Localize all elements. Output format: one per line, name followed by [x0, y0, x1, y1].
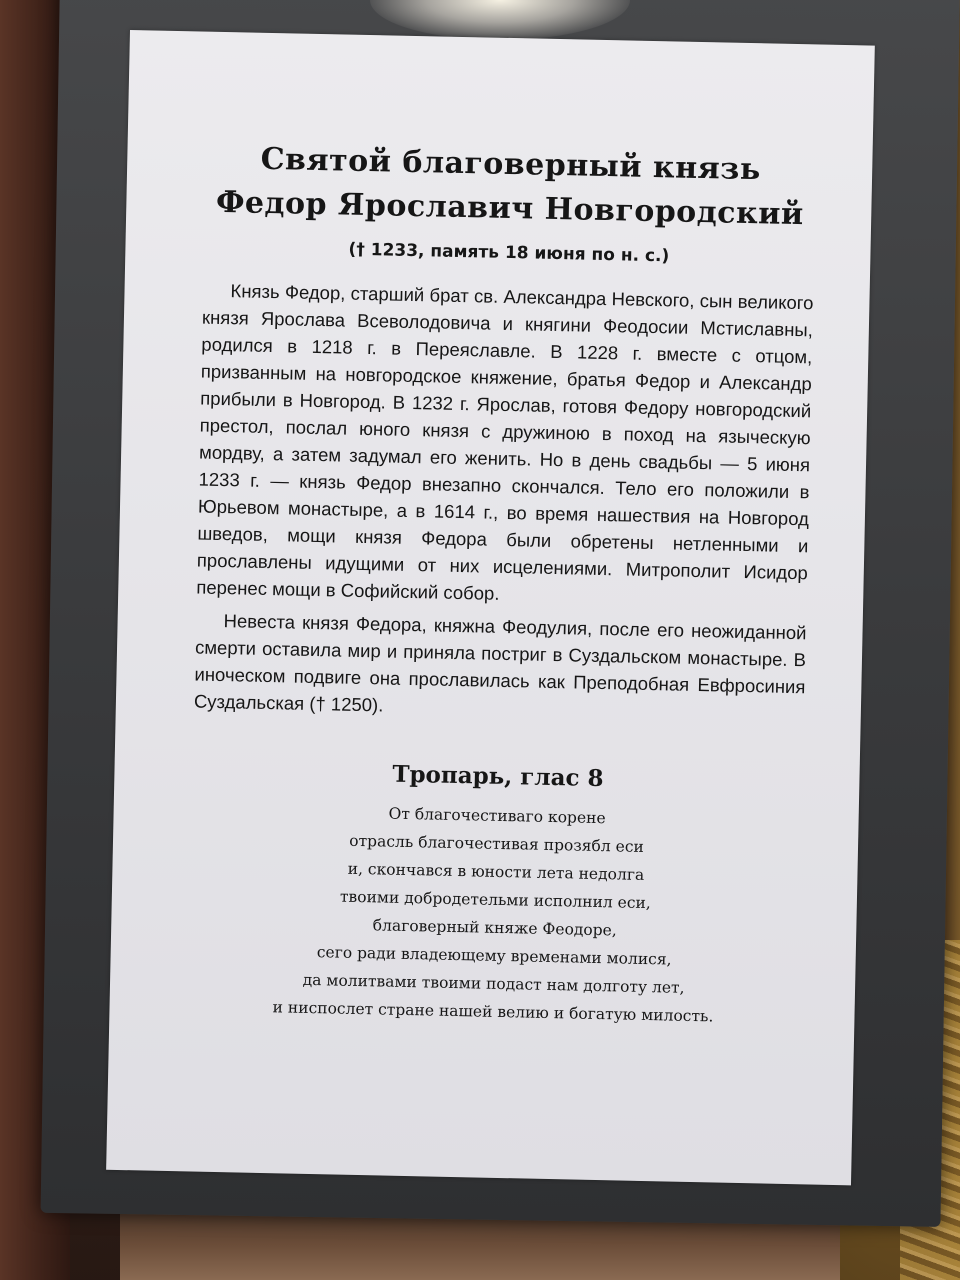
troparion-line: и, скончався в юности лета недолга — [347, 859, 645, 884]
info-sheet — [106, 30, 875, 1185]
biography-paragraph: Князь Федор, старший брат св. Александра Невского, сын великого князя Ярослава Всеволодовича и княгини Феодосии Мстиславны, родился в 1218 г. в Переяславле. В 1228 г. вместе с отцом, призванным на новгородское княжение, братья Федор и Александр прибыли в Новгород. В 1232 г. Ярослав, готовя Федору новгородский престол, послал юного князя с дружиною в поход на языческую мордву, а затем задумал его женить. Но в день свадьбы — 5 июня 1233 г. — князь Федор внезапно скончался. Тело его положили в Юрьевом монастыре, а в 1614 г., во время нашествия на Новгород шведов, мощи князя Федора были обретены нетленными и прославлены идущими от них исцелениями. Митрополит Исидор перенес мощи в Софийский собор. — [196, 280, 814, 604]
troparion-heading: Тропарь, глас 8 — [392, 760, 604, 793]
dates-subtitle: († 1233, память 18 июня по н. с.) — [348, 239, 670, 267]
troparion-line: твоими добродетельми исполнил еси, — [339, 887, 651, 913]
title-line-2: Федор Ярославич Новгородский — [215, 184, 805, 233]
troparion-line: сего ради владеющему временами молися, — [316, 943, 672, 969]
troparion-line: отрасль благочестивая прозябл еси — [349, 831, 645, 856]
bride-paragraph: Невеста князя Федора, княжна Феодулия, после его неожиданной смерти оставила мир и приняла постриг в Суздальском монастыре. В иноческом подвиге она прославилась как Преподобная Евфросиния Суздальская († 1250). — [193, 610, 807, 716]
troparion-line: благоверный княже Феодоре, — [372, 916, 617, 940]
troparion-line: От благочестиваго корене — [388, 804, 606, 828]
title-line-1: Святой благоверный князь — [260, 141, 762, 188]
troparion-line: да молитвами твоими подаст нам долготу лет, — [302, 970, 685, 997]
page-title — [204, 137, 817, 238]
troparion-text — [187, 795, 803, 1032]
troparion-line: и ниспослет стране нашей велию и богатую милость. — [272, 998, 714, 1026]
